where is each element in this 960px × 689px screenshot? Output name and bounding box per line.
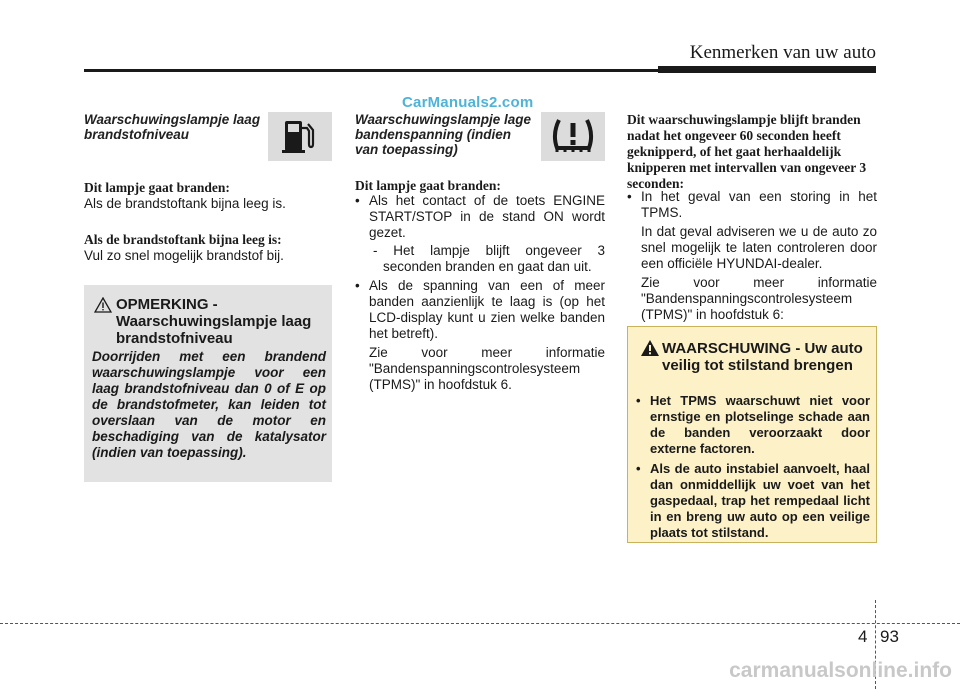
list-item: • In het geval van een storing in het TPMS. In dat geval adviseren we u de auto zo snel mogelijk te laten controleren door een officiële HYUNDAI-dealer. Zie voor meer informatie "Bandenspanningscontrolesysteem (TPMS)" in hoofdstuk 6: [627, 189, 877, 323]
list-item: • Als het contact of de toets ENGINE START/STOP in de stand ON wordt gezet. - Het lampje blijft ongeveer 3 seconden branden en gaat dan uit. [355, 193, 605, 275]
warning-title: WAARSCHUWING - Uw auto veilig tot stilstand brengen [662, 340, 863, 374]
fuel-icon-box [268, 112, 332, 161]
fuel-pump-icon [268, 112, 332, 161]
list-paragraph: In dat geval adviseren we u de auto zo snel mogelijk te laten controleren door een officiële HYUNDAI-dealer. [641, 224, 877, 271]
tpms-conditions-list [355, 193, 605, 393]
header-rule-thick [658, 66, 876, 73]
list-paragraph: Zie voor meer informatie "Bandenspanningscontrolesysteem (TPMS)" in hoofdstuk 6. [369, 345, 605, 392]
tpms-label-when: Dit lampje gaat branden: [355, 178, 501, 193]
chapter-number: 4 [858, 627, 868, 646]
tpms-malfunction-list [627, 189, 877, 323]
tpms-icon-box [541, 112, 605, 161]
watermark-top: CarManuals2.com [402, 94, 534, 111]
footer-rule [0, 623, 960, 624]
header-rule [84, 69, 662, 72]
tpms-warning-icon [541, 112, 605, 161]
list-item: • Als de spanning van een of meer banden aanzienlijk te laag is (op het LCD-display kunt u zien welke banden het betreft). Zie voor meer informatie "Bandenspanningscontrolesysteem (TPMS)" in hoofdstuk 6. [355, 278, 605, 393]
note-title: OPMERKING - Waarschuwingslampje laag brandstofniveau [116, 296, 312, 347]
list-paragraph: Zie voor meer informatie "Bandenspanningscontrolesysteem (TPMS)" in hoofdstuk 6: [641, 275, 877, 322]
page-header-title: Kenmerken van uw auto [689, 42, 876, 63]
tpms-malfunction-label: Dit waarschuwingslampje blijft branden nadat het ongeveer 60 seconden heeft geknipperd, of het gaat herhaaldelijk knipperen met intervallen van ongeveer 3 seconden: [627, 112, 867, 191]
fuel-label-action: Als de brandstoftank bijna leeg is: [84, 232, 282, 247]
fuel-warning-heading: Waarschuwingslampje laag brandstofniveau [84, 112, 261, 142]
list-subitem: - Het lampje blijft ongeveer 3 seconden branden en gaat dan uit. [373, 243, 605, 274]
list-item: • Het TPMS waarschuwt niet voor ernstige en plotselinge schade aan de banden veroorzaakt door externe factoren. [636, 393, 870, 457]
warning-list [636, 393, 870, 541]
tpms-warning-heading: Waarschuwingslampje lage bandenspanning (indien van toepassing) [355, 112, 532, 157]
caution-triangle-icon [94, 297, 112, 313]
fuel-text-when: Als de brandstoftank bijna leeg is. [84, 196, 286, 211]
list-item: • Als de auto instabiel aanvoelt, haal dan onmiddellijk uw voet van het gaspedaal, trap het rempedaal licht in en breng uw auto op een veilige plaats tot stilstand. [636, 461, 870, 541]
fuel-label-when: Dit lampje gaat branden: [84, 180, 230, 195]
warning-triangle-icon [640, 339, 660, 357]
note-body: Doorrijden met een brandend waarschuwingslampje voor een laag brandstofniveau dan 0 of E op de brandstofmeter, kan leiden tot overslaan van de motor en beschadiging van de katalysator (indien van toepassing). [92, 349, 326, 460]
fuel-text-action: Vul zo snel mogelijk brandstof bij. [84, 248, 284, 263]
page-number: 93 [880, 627, 899, 646]
watermark-bottom: carmanualsonline.info [729, 659, 952, 682]
